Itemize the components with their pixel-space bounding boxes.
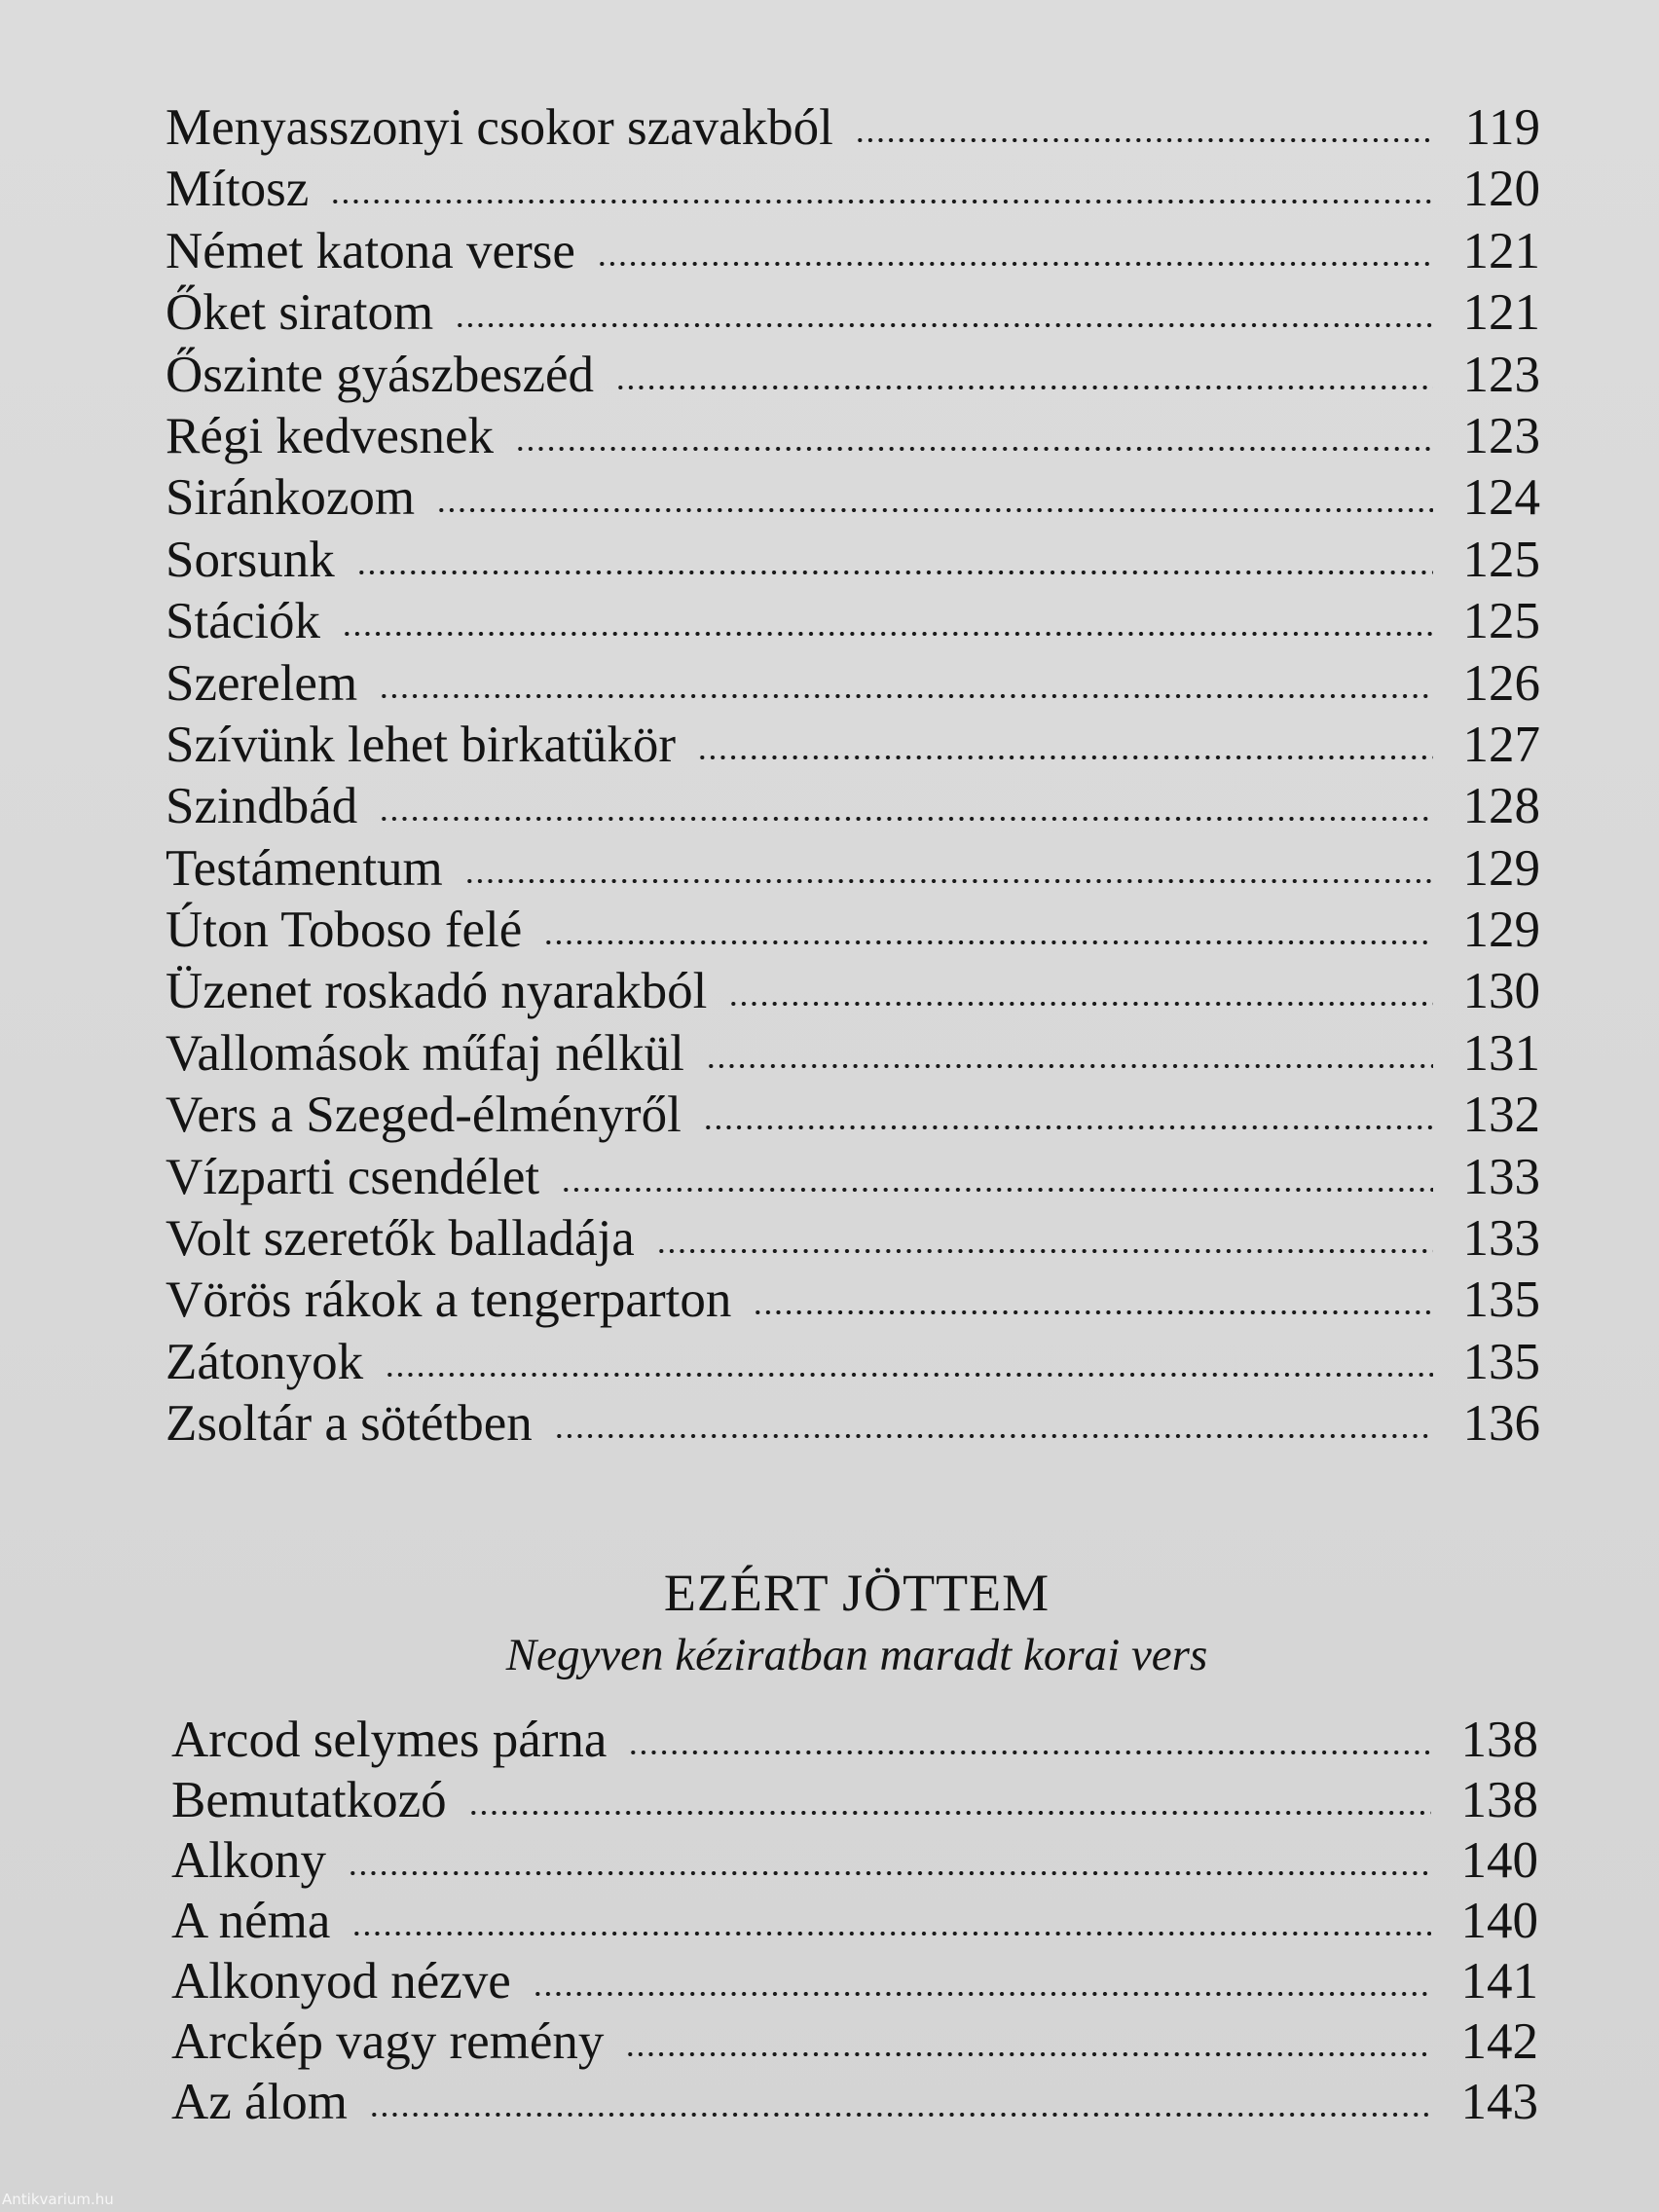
dot-leader [348,1871,1431,1875]
toc-entry-title: Volt szeretők balladája [166,1210,635,1268]
toc-entry-page-number: 120 [1462,161,1540,218]
toc-entry [171,2011,1538,2072]
table-of-contents-lower [171,1710,1538,2132]
dot-leader [628,1751,1431,1754]
toc-entry [171,1710,1538,1770]
dot-leader [342,632,1433,636]
toc-entry [166,961,1540,1022]
toc-entry-page-number: 131 [1462,1024,1540,1082]
toc-entry [166,1023,1540,1085]
toc-entry-title: Zátonyok [166,1333,364,1390]
toc-entry-title: Szerelem [166,654,358,712]
dot-leader [379,694,1433,698]
toc-entry-title: Német katona verse [166,222,575,279]
toc-entry-title: Úton Toboso felé [166,902,523,959]
toc-entry-title: Bemutatkozó [171,1772,447,1828]
toc-entry-title: Stációk [166,593,320,650]
toc-entry-page-number: 129 [1462,839,1540,897]
dot-leader [706,1064,1433,1068]
toc-entry-title: Vers a Szeged-élményről [166,1087,682,1144]
toc-entry [166,838,1540,900]
toc-entry-title: Őszinte gyászbeszéd [166,346,595,403]
toc-entry-page-number: 140 [1460,1893,1538,1949]
toc-entry-page-number: 128 [1462,778,1540,835]
toc-entry [166,406,1540,467]
dot-leader [468,1811,1431,1815]
toc-entry-title: A néma [171,1893,331,1949]
toc-entry-page-number: 121 [1462,222,1540,279]
toc-entry-page-number: 127 [1462,716,1540,773]
toc-entry-title: Alkony [171,1832,326,1889]
toc-entry [166,900,1540,961]
table-of-contents-upper [166,97,1540,1456]
dot-leader [464,879,1433,883]
dot-leader [351,1932,1431,1936]
dot-leader [615,386,1433,389]
toc-entry-title: Testámentum [166,839,443,897]
toc-entry [166,776,1540,837]
toc-entry [171,2072,1538,2132]
toc-entry [166,159,1540,220]
section-subtitle: Negyven kéziratban maradt korai vers [505,1630,1208,1680]
toc-entry [166,282,1540,344]
toc-entry-title: Alkonyod nézve [171,1953,511,2009]
toc-entry-page-number: 119 [1464,99,1540,156]
toc-entry-page-number: 125 [1462,593,1540,650]
toc-entry [166,530,1540,591]
toc-entry-page-number: 140 [1460,1832,1538,1889]
dot-leader [436,508,1433,512]
dot-leader [656,1249,1433,1253]
toc-entry-page-number: 123 [1462,346,1540,403]
toc-entry-page-number: 129 [1462,902,1540,959]
toc-entry-title: Siránkozom [166,469,416,527]
toc-entry-title: Menyasszonyi csokor szavakból [166,99,833,156]
dot-leader [330,200,1433,203]
toc-entry-title: Üzenet roskadó nyarakból [166,963,708,1020]
toc-entry [166,1270,1540,1331]
toc-entry [166,1147,1540,1208]
toc-entry-title: Arckép vagy remény [171,2013,605,2070]
toc-entry [171,1891,1538,1951]
toc-entry [166,715,1540,776]
toc-entry-page-number: 136 [1462,1395,1540,1453]
dot-leader [728,1002,1433,1006]
dot-leader [385,1373,1433,1377]
dot-leader [597,262,1433,266]
dot-leader [753,1310,1433,1314]
toc-entry-title: Vallomások műfaj nélkül [166,1024,684,1082]
dot-leader [561,1188,1433,1192]
toc-entry-title: Szindbád [166,778,358,835]
toc-entry-page-number: 130 [1462,963,1540,1020]
section-heading: EZÉRT JÖTTEM [663,1564,1051,1622]
toc-entry-page-number: 124 [1462,469,1540,527]
toc-entry [166,1208,1540,1270]
toc-entry [166,221,1540,282]
toc-entry [171,1830,1538,1891]
toc-entry-page-number: 123 [1462,407,1540,464]
dot-leader [697,756,1433,759]
dot-leader [543,940,1433,944]
dot-leader [379,817,1433,821]
toc-entry-title: Vízparti csendélet [166,1148,540,1205]
toc-entry-title: Mítosz [166,161,310,218]
toc-entry-title: Arcod selymes párna [171,1712,608,1768]
toc-entry-page-number: 126 [1462,654,1540,712]
watermark: Antikvarium.hu [2,2191,114,2208]
toc-entry [166,1085,1540,1146]
dot-leader [855,138,1433,142]
toc-entry-title: Őket siratom [166,284,434,342]
dot-leader [455,323,1433,327]
dot-leader [625,2052,1431,2056]
dot-leader [356,571,1433,574]
toc-entry-page-number: 142 [1460,2013,1538,2070]
toc-entry [166,467,1540,529]
toc-entry-title: Sorsunk [166,531,335,588]
toc-entry-page-number: 132 [1462,1087,1540,1144]
toc-entry-page-number: 141 [1460,1953,1538,2009]
toc-entry [171,1951,1538,2011]
toc-entry-title: Szívünk lehet birkatükör [166,716,676,773]
toc-entry-page-number: 135 [1462,1272,1540,1329]
toc-entry-page-number: 138 [1460,1772,1538,1828]
dot-leader [554,1434,1433,1438]
toc-entry [166,1332,1540,1393]
toc-entry-page-number: 143 [1460,2074,1538,2130]
toc-entry-page-number: 133 [1462,1148,1540,1205]
toc-entry-page-number: 133 [1462,1210,1540,1268]
toc-entry [171,1770,1538,1830]
toc-entry [166,97,1540,159]
toc-entry-title: Zsoltár a sötétben [166,1395,533,1453]
dot-leader [515,447,1433,451]
dot-leader [533,1992,1431,1996]
toc-entry [166,345,1540,406]
dot-leader [369,2113,1431,2117]
dot-leader [703,1125,1433,1129]
toc-entry-page-number: 125 [1462,531,1540,588]
toc-entry-title: Vörös rákok a tengerparton [166,1272,732,1329]
toc-entry-title: Régi kedvesnek [166,407,495,464]
toc-entry [166,653,1540,715]
toc-entry-title: Az álom [171,2074,349,2130]
toc-entry-page-number: 138 [1460,1712,1538,1768]
toc-entry [166,591,1540,652]
toc-entry-page-number: 121 [1462,284,1540,342]
toc-entry-page-number: 135 [1462,1333,1540,1390]
toc-entry [166,1393,1540,1455]
